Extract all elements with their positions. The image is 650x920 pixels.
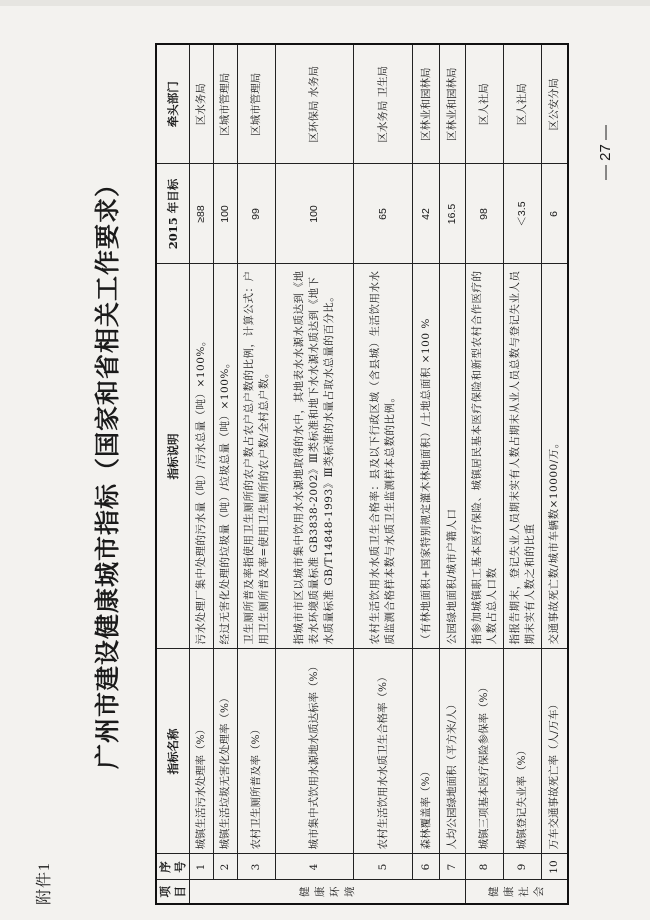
row-target: 99: [238, 164, 276, 264]
row-seq: 7: [439, 854, 465, 880]
row-name: 城市集中式饮用水源地水质达标率（%）: [276, 649, 354, 854]
row-name: 城镇登记失业率（%）: [504, 649, 542, 854]
header-category: 项目: [156, 880, 190, 904]
table-row: [238, 44, 276, 904]
row-target: 6: [542, 164, 568, 264]
row-name: 万车交通事故死亡率（人/万车）: [542, 649, 568, 854]
page-number: — 27 —: [597, 124, 614, 180]
table-row: [504, 44, 542, 904]
row-description: 指城市市区以城市集中饮用水水源地取得的水中，其地表水水源水质达到《地表水环境质量标准 GB3838-2002》Ⅲ类标准和地下水水源水质达到《地下水质量标准 GB/T14848-1993》Ⅲ类标准的水量占取水总量的百分比。: [276, 264, 354, 649]
header-target: 2015 年目标: [156, 164, 190, 264]
table-row: [214, 44, 238, 904]
page-title: 广州市建设健康城市指标（国家和省相关工作要求）: [93, 171, 122, 770]
row-description: 污水处理厂集中处理的污水量（吨）/污水总量（吨）×100%。: [190, 264, 214, 649]
row-dept: 区环保局 水务局: [276, 44, 354, 164]
row-name: 城镇生活污水处理率（%）: [190, 649, 214, 854]
category-health-society: 健康社会: [466, 880, 568, 904]
row-name: 森林覆盖率（%）: [413, 649, 439, 854]
row-description: 农村生活饮用水水质卫生合格率：县及以下行政区域（含县城）生活饮用水水质监测合格样本数与水质卫生监测样本总数的比例。: [354, 264, 413, 649]
category-health-environment: 健康环境: [190, 880, 466, 904]
row-description: 指参加城镇职工基本医疗保险、城镇居民基本医疗保险和新型农村合作医疗的人数占总人口数: [466, 264, 504, 649]
row-name: 农村生活饮用水水质卫生合格率（%）: [354, 649, 413, 854]
table-row: [542, 44, 568, 904]
row-description: 经过无害化处理的垃圾量（吨）/垃圾总量（吨）×100%。: [214, 264, 238, 649]
row-description: 交通事故死亡数/城市车辆数×10000/万。: [542, 264, 568, 649]
row-description: 公园绿地面积/城市户籍人口: [439, 264, 465, 649]
row-dept: 区人社局: [504, 44, 542, 164]
row-seq: 10: [542, 854, 568, 880]
row-name: 人均公园绿地面积（平方米/人）: [439, 649, 465, 854]
row-target: 65: [354, 164, 413, 264]
row-dept: 区公安分局: [542, 44, 568, 164]
row-target: 42: [413, 164, 439, 264]
row-target: ＜3.5: [504, 164, 542, 264]
table-header-row: [156, 44, 190, 904]
row-name: 农村卫生厕所普及率（%）: [238, 649, 276, 854]
row-dept: 区水务局 卫生局: [354, 44, 413, 164]
row-dept: 区水务局: [190, 44, 214, 164]
annex-label: 附件1: [36, 861, 53, 905]
row-seq: 4: [276, 854, 354, 880]
row-seq: 6: [413, 854, 439, 880]
table-row: [354, 44, 413, 904]
row-description: （有林地面积+国家特别规定灌木林地面积）/土地总面积 ×100 %: [413, 264, 439, 649]
header-seq: 序号: [156, 854, 190, 880]
table-row: [466, 44, 504, 904]
table-row: [276, 44, 354, 904]
row-description: 卫生厕所普及率指使用卫生厕所的农户数占农户总户数的比例，计算公式：户用卫生厕所普及率=使用卫生厕所的农户数/全村总户数。: [238, 264, 276, 649]
row-dept: 区城市管理局: [238, 44, 276, 164]
header-name: 指标名称: [156, 649, 190, 854]
row-name: 城镇生活垃圾无害化处理率（%）: [214, 649, 238, 854]
table-row: [439, 44, 465, 904]
row-dept: 区林业和园林局: [439, 44, 465, 164]
row-seq: 1: [190, 854, 214, 880]
row-seq: 3: [238, 854, 276, 880]
table-row: [413, 44, 439, 904]
document-sheet: [25, 10, 625, 910]
row-dept: 区林业和园林局: [413, 44, 439, 164]
row-target: 98: [466, 164, 504, 264]
row-dept: 区城市管理局: [214, 44, 238, 164]
row-seq: 8: [466, 854, 504, 880]
scan-edge: [0, 0, 650, 6]
row-dept: 区人社局: [466, 44, 504, 164]
row-description: 指报告期末，登记失业人员期末实有人数占期末从业人员总数与登记失业人员期末实有人数之和的比重: [504, 264, 542, 649]
row-target: 100: [276, 164, 354, 264]
header-description: 指标说明: [156, 264, 190, 649]
row-name: 城镇三项基本医疗保险参保率（%）: [466, 649, 504, 854]
indicator-table: [155, 43, 569, 905]
table-row: [190, 44, 214, 904]
row-target: 100: [214, 164, 238, 264]
row-target: ≥88: [190, 164, 214, 264]
row-target: 16.5: [439, 164, 465, 264]
header-dept: 牵头部门: [156, 44, 190, 164]
row-seq: 5: [354, 854, 413, 880]
row-seq: 9: [504, 854, 542, 880]
row-seq: 2: [214, 854, 238, 880]
